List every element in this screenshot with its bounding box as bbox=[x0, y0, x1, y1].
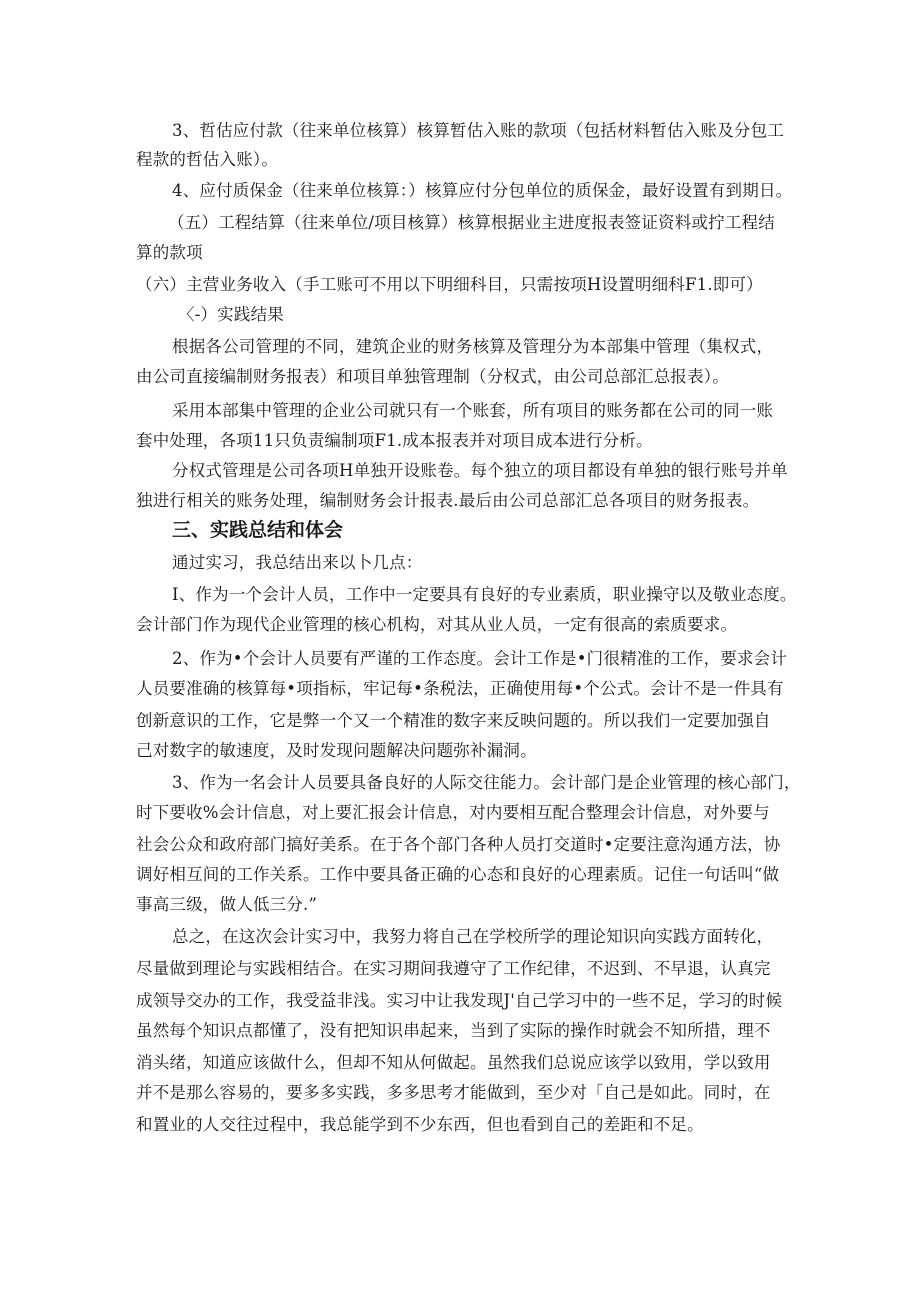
text-line: 创新意识的工作，它是弊一个又一个精准的数字来反映问题的。所以我们一定要加强自 bbox=[136, 711, 771, 730]
paragraph-continuation bbox=[136, 486, 759, 515]
text-line: 尽量做到理论与实践相结合。在实习期间我遵守了工作纪律，不迟到、不早退，认真完 bbox=[136, 959, 771, 978]
text-line: 根据各公司管理的不同，建筑企业的财务核算及管理分为本部集中管理（集权式， bbox=[172, 337, 774, 356]
text-line: 并不是那么容易的，要多多实践，多多思考才能做到，至少对「自己是如此。同时，在 bbox=[136, 1083, 771, 1102]
paragraph-continuation bbox=[136, 706, 771, 735]
paragraph-decentralized bbox=[172, 456, 788, 485]
text-line: 消头绪，知道应该做什么，但却不知从何做起。虽然我们总说应该学以致用，学以致用 bbox=[136, 1053, 771, 1072]
paragraph-continuation bbox=[136, 610, 737, 639]
paragraph-continuation bbox=[136, 674, 784, 703]
text-line: 会计部门作为现代企业管理的核心机构，对其从业人员，一定有很高的索质要求。 bbox=[136, 615, 738, 634]
paragraph-point-1 bbox=[172, 580, 797, 609]
paragraph-intro bbox=[172, 548, 423, 577]
text-line: 虽然每个知识点都懂了，没有把知识串起来，当到了实际的操作时就会不知所措，理不 bbox=[136, 1021, 771, 1040]
subheading-practice-results bbox=[178, 300, 284, 329]
paragraph-point-2 bbox=[172, 644, 787, 673]
paragraph-continuation bbox=[136, 1016, 771, 1045]
paragraph-item-6-main-revenue bbox=[136, 270, 763, 299]
text-line: （五）工程结算（往来单位/项目核算）核算根据业主进度报表签证资料或拧工程结 bbox=[168, 213, 775, 232]
paragraph-item-3-temporary-payables bbox=[172, 116, 784, 145]
text-line: I、作为一个会计人员，工作中一定要具有良好的专业素质，职业操守以及敬业态度。 bbox=[172, 585, 797, 604]
text-line: 3、哲估应付款（往来单位核算）核算暂估入账的款项（包括材料暂估入账及分包工 bbox=[172, 121, 784, 140]
paragraph-continuation bbox=[136, 860, 779, 889]
text-line: 人员要准确的核算每•项指标，牢记每•条税法，正确使用每•个公式。会计不是一件具有 bbox=[136, 679, 784, 698]
text-line: 采用本部集中管理的企业公司就只有一个账套，所有项目的账务都在公司的同一账 bbox=[172, 401, 774, 420]
paragraph-continuation bbox=[136, 890, 317, 919]
text-line: 事高三级，做人低三分.” bbox=[136, 895, 318, 914]
paragraph-continuation bbox=[136, 1110, 704, 1139]
text-line: 3、作为一名会计人员要具备良好的人际交往能力。会计部门是企业管理的核心部门， bbox=[172, 773, 801, 792]
paragraph-summary bbox=[172, 922, 773, 951]
paragraph-continuation bbox=[136, 954, 771, 983]
paragraph-continuation bbox=[136, 145, 278, 174]
text-line: 调好相互间的工作关系。工作中要具备正确的心态和良好的心理素质。记住一句话叫“做 bbox=[136, 865, 780, 884]
text-line: 套中处理，各项11只负责编制项F1.成本报表并对项目成本进行分析。 bbox=[136, 431, 653, 450]
paragraph-point-3 bbox=[172, 768, 801, 797]
text-line: （六）主营业务收入（手工账可不用以下明细科目，只需按项H设置明细科F1.即可） bbox=[136, 275, 763, 294]
text-line: 分权式管理是公司各项H单独开设账卷。每个独立的项目都设有单独的银行账号并单 bbox=[172, 461, 788, 480]
text-line: 和置业的人交往过程中，我总能学到不少东西，但也看到自己的差距和不足。 bbox=[136, 1115, 704, 1134]
text-line: 成领导交办的工作，我受益非浅。实习中让我发现J'自己学习中的一些不足，学习的时候 bbox=[136, 991, 783, 1010]
paragraph-continuation bbox=[136, 1078, 771, 1107]
text-line: 社会公众和政府部门搞好美系。在于各个部门各种人员打交道时•定要注意沟通方法，协 bbox=[136, 835, 781, 854]
paragraph-continuation bbox=[136, 986, 782, 1015]
text-line: 己对数字的敏速度，及时发现问题解决问题弥补漏洞。 bbox=[136, 741, 537, 760]
paragraph-continuation bbox=[136, 426, 653, 455]
paragraph-management-types bbox=[172, 332, 773, 361]
paragraph-continuation bbox=[136, 736, 537, 765]
text-line: 2、作为•个会计人员要有严谨的工作态度。会计工作是•门很精准的工作，要求会计 bbox=[172, 649, 788, 668]
paragraph-continuation bbox=[136, 798, 770, 827]
text-line: 算的款项 bbox=[136, 243, 203, 262]
paragraph-centralized bbox=[172, 396, 773, 425]
paragraph-continuation bbox=[136, 830, 781, 859]
paragraph-continuation bbox=[136, 362, 729, 391]
paragraph-item-5-settlement bbox=[168, 208, 775, 237]
paragraph-continuation bbox=[136, 1048, 771, 1077]
text-line: 时下要收%会计信息，对上要汇报会计信息，对内要相互配合整理会计信息，对外要与 bbox=[136, 803, 770, 822]
text-line: 通过实习，我总结出来以卜几点： bbox=[172, 553, 423, 572]
text-line: 总之，在这次会计实习中，我努力将自己在学校所学的理论知识向实践方面转化， bbox=[172, 927, 774, 946]
text-line: 4、应付质保金（往来单位核算：）核算应付分包单位的质保金，最好设置有到期日。 bbox=[172, 181, 793, 200]
section-heading: 三、实践总结和体会 bbox=[172, 519, 344, 541]
paragraph-continuation bbox=[136, 238, 203, 267]
text-line: 独进行相关的账务处理，编制财务会计报表.最后由公司总部汇总各项目的财务报表。 bbox=[136, 491, 760, 510]
text-line: 程款的哲估入账）。 bbox=[136, 150, 279, 169]
text-line: 由公司直接编制财务报表）和项目单独管理制（分权式，由公司总部汇总报表）。 bbox=[136, 367, 729, 386]
text-line: 〈-）实践结果 bbox=[178, 305, 284, 324]
paragraph-item-4-retention bbox=[172, 176, 792, 205]
